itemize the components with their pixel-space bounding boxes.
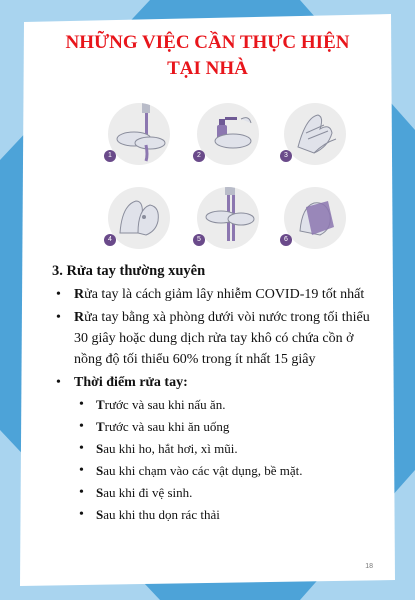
item-initial: S [96,507,104,522]
list-item [52,439,375,459]
item-text: au khi chạm vào các vật dụng, bề mặt. [103,463,303,478]
handwash-step-5 [197,187,259,249]
list-item [52,307,375,370]
page-title [40,30,375,82]
handwash-step-2 [197,103,259,165]
title-line-1: NHỮNG VIỆC CẦN THỰC HIỆN [65,32,350,53]
bullet-dot-icon: • [79,441,84,456]
handwash-step-6 [284,187,346,249]
item-text: ửa tay bằng xà phòng dưới vòi nước trong tối thiểu 30 giây hoặc dung dịch rửa tay khô có chứa cồn ở nồng độ tối thiểu 60% trong ít nhất 15 giây [74,310,370,367]
list-item [52,284,375,305]
item-initial: T [96,419,105,434]
item-text: au khi thu dọn rác thải [103,507,220,522]
step-badge-3: 3 [280,150,292,162]
rinse-hands-icon [197,187,259,249]
bullet-dot-icon: • [56,310,61,325]
bullet-dot-icon: • [79,507,84,522]
bullet-dot-icon: • [79,419,84,434]
item-initial: R [74,287,85,302]
bullet-dot-icon: • [56,375,61,390]
item-initial: S [96,485,104,500]
item-text: ửa tay là cách giảm lây nhiễm COVID-19 tốt nhất [84,287,365,302]
title-line-2: TẠI NHÀ [167,58,248,79]
bullet-dot-icon: • [79,397,84,412]
handwash-step-3 [284,103,346,165]
bullet-dot-icon: • [56,287,61,302]
list-item [52,483,375,503]
item-text: au khi ho, hắt hơi, xì mũi. [103,441,238,456]
list-item [52,395,375,415]
scrubbing-hands-icon [108,187,170,249]
handwash-step-4 [108,187,170,249]
item-text: au khi đi vệ sinh. [103,485,193,500]
step-badge-1: 1 [104,150,116,162]
item-initial: S [96,463,104,478]
subheading: Thời điểm rửa tay: [74,375,188,390]
section-heading: 3. Rửa tay thường xuyên [52,263,206,279]
handwashing-section [52,263,375,527]
step-badge-4: 4 [104,234,116,246]
item-initial: T [96,397,105,412]
rubbing-hands-icon [284,103,346,165]
step-badge-5: 5 [193,234,205,246]
list-item [52,372,375,393]
soap-dispenser-icon [197,103,259,165]
bullet-dot-icon: • [79,485,84,500]
page-number: 18 [365,563,373,570]
item-text: rước và sau khi nấu ăn. [104,397,226,412]
list-item [52,417,375,437]
item-text: rước và sau khi ăn uống [104,419,230,434]
list-item [52,461,375,481]
step-badge-6: 6 [280,234,292,246]
wet-hands-icon [108,103,170,165]
bullet-dot-icon: • [79,463,84,478]
step-badge-2: 2 [193,150,205,162]
dry-hands-towel-icon [284,187,346,249]
item-initial: S [96,441,104,456]
item-initial: R [74,310,85,325]
list-item [52,505,375,525]
handwash-step-1 [108,103,170,165]
